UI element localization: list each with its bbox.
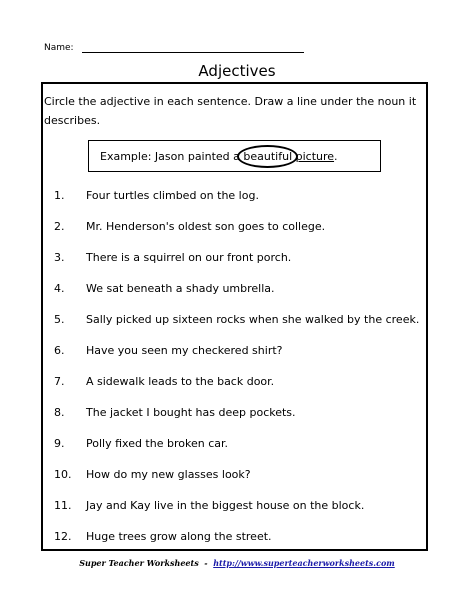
footer-separator: - bbox=[204, 558, 208, 568]
footer bbox=[0, 558, 474, 568]
item-text: There is a squirrel on our front porch. bbox=[86, 251, 292, 264]
list-item bbox=[54, 220, 424, 251]
example-sentence bbox=[100, 150, 338, 163]
instructions: Circle the adjective in each sentence. Draw a line under the noun it describes. bbox=[44, 95, 417, 127]
item-text: A sidewalk leads to the back door. bbox=[86, 375, 275, 388]
example-noun-underlined: picture bbox=[295, 150, 335, 163]
item-number: 1. bbox=[54, 189, 65, 202]
item-number: 9. bbox=[54, 437, 65, 450]
sentence-list bbox=[54, 189, 424, 561]
list-item bbox=[54, 282, 424, 313]
list-item bbox=[54, 437, 424, 468]
item-number: 8. bbox=[54, 406, 65, 419]
name-blank-line[interactable] bbox=[82, 43, 304, 53]
item-text: Sally picked up sixteen rocks when she walked by the creek. bbox=[86, 313, 420, 326]
item-text: Polly fixed the broken car. bbox=[86, 437, 228, 450]
item-number: 7. bbox=[54, 375, 65, 388]
item-text: Huge trees grow along the street. bbox=[86, 530, 272, 543]
example-prefix: Example: Jason painted a bbox=[100, 150, 240, 163]
item-number: 10. bbox=[54, 468, 72, 481]
list-item bbox=[54, 406, 424, 437]
example-suffix: . bbox=[334, 150, 338, 163]
item-number: 12. bbox=[54, 530, 72, 543]
list-item bbox=[54, 375, 424, 406]
page-title: Adjectives bbox=[198, 62, 276, 80]
footer-brand: Super Teacher Worksheets bbox=[79, 558, 199, 568]
item-number: 6. bbox=[54, 344, 65, 357]
example-adjective-circled: beautiful bbox=[243, 150, 293, 163]
name-field-row bbox=[44, 43, 304, 53]
item-text: Mr. Henderson's oldest son goes to college. bbox=[86, 220, 326, 233]
item-text: We sat beneath a shady umbrella. bbox=[86, 282, 275, 295]
list-item bbox=[54, 468, 424, 499]
list-item bbox=[54, 530, 424, 561]
list-item bbox=[54, 344, 424, 375]
name-label: Name: bbox=[44, 43, 74, 53]
footer-link[interactable]: http://www.superteacherworksheets.com bbox=[213, 558, 395, 568]
item-text: Have you seen my checkered shirt? bbox=[86, 344, 283, 357]
item-text: How do my new glasses look? bbox=[86, 468, 251, 481]
list-item bbox=[54, 251, 424, 282]
item-number: 5. bbox=[54, 313, 65, 326]
item-text: The jacket I bought has deep pockets. bbox=[86, 406, 296, 419]
item-number: 3. bbox=[54, 251, 65, 264]
list-item bbox=[54, 499, 424, 530]
list-item bbox=[54, 313, 424, 344]
list-item bbox=[54, 189, 424, 220]
item-number: 4. bbox=[54, 282, 65, 295]
item-text: Four turtles climbed on the log. bbox=[86, 189, 259, 202]
item-number: 11. bbox=[54, 499, 72, 512]
item-text: Jay and Kay live in the biggest house on the block. bbox=[86, 499, 365, 512]
item-number: 2. bbox=[54, 220, 65, 233]
